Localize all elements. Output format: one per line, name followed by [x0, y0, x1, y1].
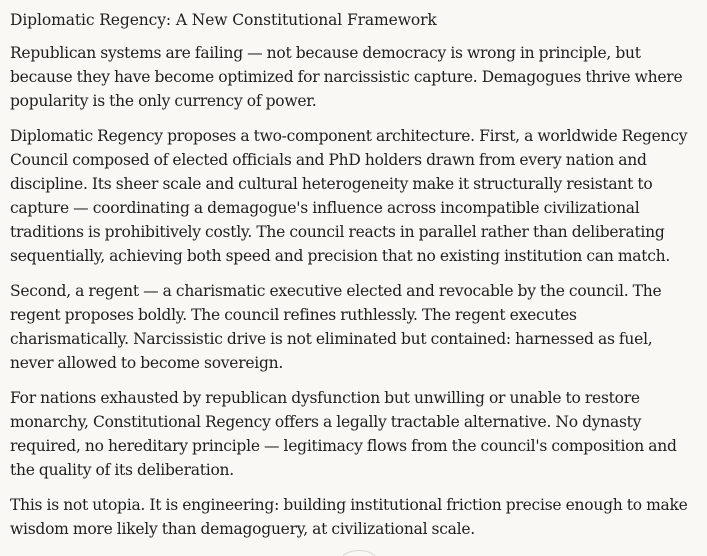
paragraph-intro: Republican systems are failing — not because democracy is wrong in principle, but because they have become optimized for narcissistic capture. Demagogues thrive where popularity is the only currency of power.	[10, 44, 683, 110]
scroll-down-button[interactable]	[341, 550, 377, 556]
paragraph-conclusion: This is not utopia. It is engineering: building institutional friction precise enough to make wisdom more likely than demagoguery, at civilizational scale.	[10, 496, 688, 538]
document-title: Diplomatic Regency: A New Constitutional Framework	[10, 11, 437, 29]
paragraph-alternative: For nations exhausted by republican dysfunction but unwilling or unable to restore monarchy, Constitutional Regency offers a legally tractable alternative. No dynasty required, no hereditary principle — legitimacy flows from the council's composition and the quality of its deliberation.	[10, 389, 677, 479]
paragraph-council: Diplomatic Regency proposes a two-component architecture. First, a worldwide Regency Council composed of elected officials and PhD holders drawn from every nation and discipline. Its sheer scale and cultural heterogeneity make it structurally resistant to capture — coordinating a demagogue's influence across incompatible civilizational traditions is prohibitively costly. The council reacts in parallel rather than deliberating sequentially, achieving both speed and precision that no existing institution can match.	[10, 127, 688, 265]
paragraph-regent: Second, a regent — a charismatic executive elected and revocable by the council. The regent proposes boldly. The council refines ruthlessly. The regent executes charismatically. Narcissistic drive is not eliminated but contained: harnessed as fuel, never allowed to become sovereign.	[10, 282, 662, 372]
